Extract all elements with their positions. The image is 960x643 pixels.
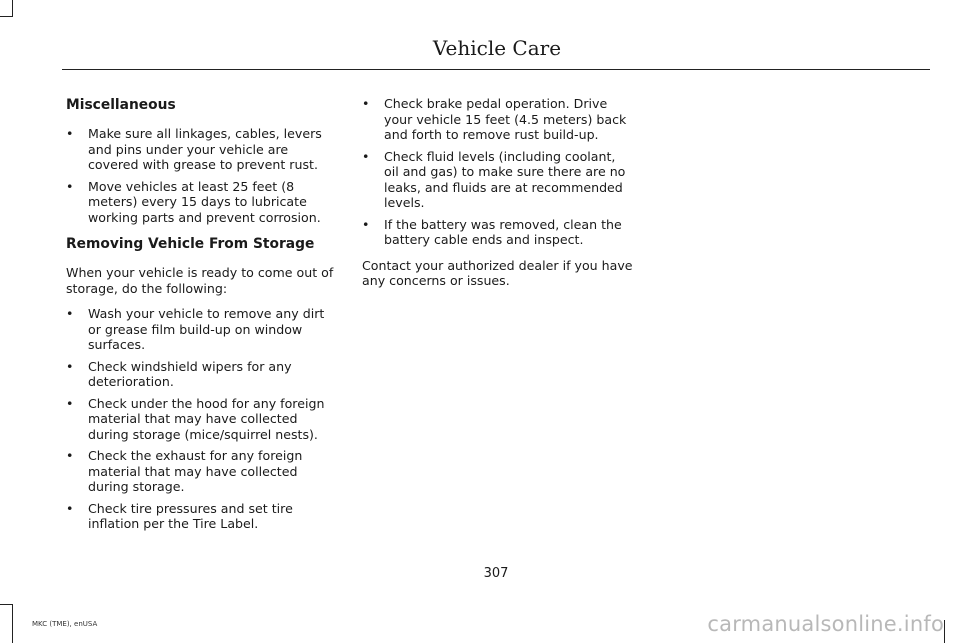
bullet-glyph: • — [66, 395, 74, 411]
bullet-glyph: • — [66, 358, 74, 374]
storage-intro: When your vehicle is ready to come out of storage, do the following: — [66, 265, 334, 296]
list-item — [66, 359, 338, 390]
list-item — [66, 448, 338, 495]
list-item-text: Check brake pedal operation. Drive your vehicle 15 feet (4.5 meters) back and forth to remove rust build-up. — [384, 96, 627, 142]
bullet-glyph: • — [66, 448, 74, 463]
bullet-glyph: • — [362, 216, 370, 232]
list-item — [66, 396, 338, 443]
list-item-text: Check tire pressures and set tire inflation per the Tire Label. — [88, 500, 293, 531]
list-item — [66, 306, 338, 353]
bullet-glyph: • — [66, 178, 74, 194]
watermark-text: carmanualsonline.info — [707, 612, 944, 636]
list-item — [362, 149, 634, 211]
list-item — [66, 179, 338, 226]
bullet-glyph: • — [362, 148, 370, 164]
list-item-text: Check windshield wipers for any deterioration. — [88, 358, 292, 389]
crop-mark-bottom-left-v — [12, 604, 13, 643]
list-item — [362, 217, 634, 248]
list-item-text: Check under the hood for any foreign material that may have collected during storage (mice/squirrel nests). — [88, 395, 325, 442]
closing-paragraph: Contact your authorized dealer if you have any concerns or issues. — [362, 257, 633, 288]
bullet-glyph: • — [362, 96, 370, 111]
bullet-glyph: • — [66, 306, 74, 321]
footer-model-code: MKC (TME), enUSA — [32, 620, 98, 628]
list-item-text: Wash your vehicle to remove any dirt or grease film build-up on window surfaces. — [88, 306, 325, 352]
page-header-title: Vehicle Care — [432, 36, 562, 60]
list-item-text: Check fluid levels (including coolant, oil and gas) to make sure there are no leaks, and fluids are at recommended levels. — [384, 148, 626, 210]
list-item-text: If the battery was removed, clean the battery cable ends and inspect. — [384, 216, 622, 247]
storage-list-continued — [362, 96, 634, 248]
page-number: 307 — [483, 566, 509, 581]
storage-list — [66, 306, 338, 532]
right-column — [362, 96, 634, 299]
list-item — [66, 501, 338, 532]
header-divider — [62, 69, 930, 70]
crop-mark-bottom-right-v — [944, 620, 945, 643]
misc-list — [66, 126, 338, 225]
crop-mark-top-left-h — [0, 16, 13, 17]
list-item-text: Check the exhaust for any foreign material that may have collected during storage. — [88, 448, 303, 494]
bullet-glyph: • — [66, 126, 74, 141]
list-item-text: Move vehicles at least 25 feet (8 meters) every 15 days to lubricate working parts and prevent corrosion. — [88, 178, 321, 225]
misc-heading: Miscellaneous — [66, 97, 176, 113]
left-column — [66, 96, 338, 542]
crop-mark-top-left-v — [12, 0, 13, 16]
storage-heading: Removing Vehicle From Storage — [66, 236, 315, 252]
bullet-glyph: • — [66, 500, 74, 516]
list-item — [66, 126, 338, 173]
list-item — [362, 96, 634, 143]
list-item-text: Make sure all linkages, cables, levers and pins under your vehicle are covered with grease to prevent rust. — [88, 126, 322, 172]
crop-mark-bottom-left-h — [0, 604, 13, 605]
